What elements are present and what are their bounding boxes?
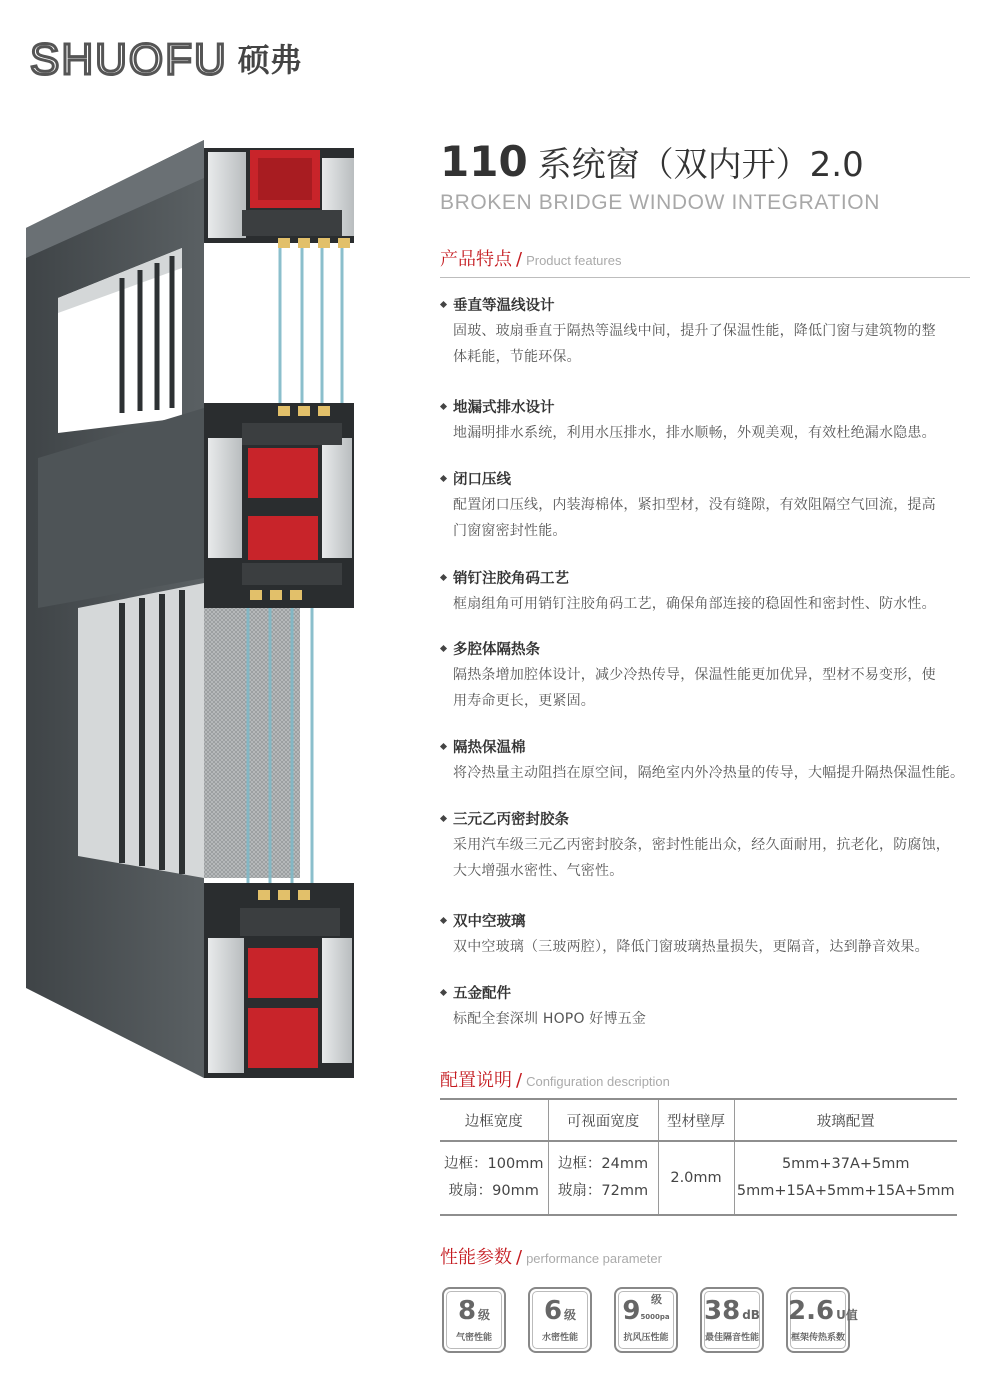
bullet-icon — [440, 814, 447, 821]
section-title-en: Configuration description — [526, 1074, 670, 1089]
config-cell-visible-width — [548, 1141, 658, 1215]
feature-item — [440, 566, 980, 617]
section-title-cn: 产品特点 — [440, 249, 512, 270]
badge-unit: 级 — [478, 1308, 491, 1322]
config-cell-wall-thickness: 2.0mm — [658, 1141, 734, 1215]
feature-title: 地漏式排水设计 — [453, 399, 555, 416]
feature-title: 隔热保温棉 — [453, 739, 526, 756]
brand-name-en: SHUOFU — [30, 35, 228, 84]
config-header-cell: 边框宽度 — [464, 1113, 523, 1130]
section-slash: / — [516, 1247, 523, 1268]
badge-value: 2.6 — [788, 1296, 835, 1326]
performance-badges — [442, 1287, 872, 1353]
badge-label: 框架传热系数 — [790, 1333, 845, 1343]
config-header-cell: 型材壁厚 — [658, 1099, 734, 1141]
feature-desc-line: 门窗窗密封性能。 — [453, 523, 567, 539]
badge-value: 9 — [622, 1296, 641, 1326]
feature-item — [440, 981, 980, 1032]
feature-title: 垂直等温线设计 — [453, 297, 555, 314]
config-header-cell: 可视面宽度 — [548, 1099, 658, 1141]
feature-item — [440, 467, 980, 544]
cell-line: 边框：100mm — [444, 1156, 544, 1172]
feature-title: 销钉注胶角码工艺 — [453, 570, 569, 587]
badge-wind-pressure — [614, 1287, 678, 1353]
bullet-icon — [440, 474, 447, 481]
badge-unit: 级 — [564, 1308, 577, 1322]
product-model-number: 110 — [440, 137, 528, 186]
cell-line: 玻扇：90mm — [448, 1183, 539, 1199]
brand-logo — [30, 35, 302, 84]
feature-desc-line: 体耗能，节能环保。 — [453, 349, 581, 365]
bullet-icon — [440, 402, 447, 409]
cell-line: 玻扇：72mm — [557, 1183, 649, 1199]
window-profile-illustration — [22, 138, 362, 1083]
bullet-icon — [440, 742, 447, 749]
cell-line: 边框：24mm — [557, 1156, 649, 1172]
product-title — [440, 138, 980, 189]
config-cell-frame-width — [440, 1141, 548, 1215]
feature-desc-line: 隔热条增加腔体设计，减少冷热传导，保温性能更加优异，型材不易变形，使 — [453, 667, 936, 683]
section-header-config — [440, 1066, 970, 1092]
section-title-cn: 配置说明 — [440, 1070, 512, 1091]
badge-value: 38 — [704, 1296, 741, 1326]
badge-value: 6 — [543, 1296, 563, 1326]
product-title-text: 系统窗（双内开）2.0 — [537, 145, 864, 185]
badge-unit: U值 — [836, 1308, 858, 1322]
badge-heat-transfer — [786, 1287, 858, 1353]
section-divider — [440, 277, 970, 278]
section-title-en: performance parameter — [526, 1251, 662, 1266]
badge-water-tightness — [528, 1287, 592, 1353]
badge-sound-insulation — [700, 1287, 764, 1353]
feature-desc-line: 大大增强水密性、气密性。 — [453, 863, 624, 879]
feature-title: 五金配件 — [453, 985, 511, 1002]
feature-desc-line: 双中空玻璃（三玻两腔），降低门窗玻璃热量损失，更隔音，达到静音效果。 — [453, 939, 929, 955]
section-slash: / — [516, 249, 523, 270]
feature-desc-line: 配置闭口压线，内装海棉体，紧扣型材，没有缝隙，有效阻隔空气回流，提高 — [453, 497, 936, 513]
config-table-row — [440, 1141, 957, 1215]
feature-title: 双中空玻璃 — [453, 913, 526, 930]
config-cell-glass — [734, 1141, 957, 1215]
section-header-performance — [440, 1243, 970, 1269]
feature-desc-line: 固玻、玻扇垂直于隔热等温线中间，提升了保温性能，降低门窗与建筑物的整 — [453, 323, 936, 339]
feature-desc-line: 将冷热量主动阻挡在原空间，隔绝室内外冷热量的传导，大幅提升隔热保温性能。 — [453, 765, 965, 781]
cell-line: 5mm+37A+5mm — [781, 1156, 910, 1172]
badge-label: 最佳隔音性能 — [704, 1333, 759, 1343]
badge-sub: 5000pa — [640, 1313, 670, 1321]
section-title-cn: 性能参数 — [440, 1247, 512, 1268]
feature-item — [440, 735, 980, 786]
feature-desc-line: 框扇组角可用销钉注胶角码工艺，确保角部连接的稳固性和密封性、防水性。 — [453, 596, 936, 612]
config-table-header-row — [440, 1099, 957, 1141]
bullet-icon — [440, 988, 447, 995]
feature-item — [440, 807, 980, 884]
config-header-cell: 玻璃配置 — [734, 1099, 957, 1141]
section-slash: / — [516, 1070, 523, 1091]
badge-label: 抗风压性能 — [623, 1333, 669, 1343]
feature-desc-line: 采用汽车级三元乙丙密封胶条，密封性能出众，经久面耐用，抗老化，防腐蚀， — [453, 837, 950, 853]
feature-item — [440, 637, 980, 714]
badge-unit: 级 — [651, 1293, 662, 1306]
feature-item — [440, 909, 980, 960]
feature-title: 多腔体隔热条 — [453, 641, 540, 658]
product-title-block — [440, 138, 980, 215]
feature-title: 三元乙丙密封胶条 — [453, 811, 569, 828]
section-header-features — [440, 245, 970, 278]
brand-name-cn: 硕弗 — [237, 41, 302, 79]
badge-air-tightness — [442, 1287, 506, 1353]
badge-label: 气密性能 — [455, 1333, 492, 1343]
cell-line: 5mm+15A+5mm+15A+5mm — [736, 1183, 955, 1199]
feature-item — [440, 293, 980, 370]
bullet-icon — [440, 916, 447, 923]
bullet-icon — [440, 300, 447, 307]
feature-desc-line: 标配全套深圳 HOPO 好博五金 — [453, 1011, 647, 1027]
badge-value: 8 — [457, 1296, 477, 1326]
bullet-icon — [440, 573, 447, 580]
bullet-icon — [440, 644, 447, 651]
section-title-en: Product features — [526, 253, 622, 268]
feature-desc-line: 地漏明排水系统，利用水压排水，排水顺畅，外观美观，有效杜绝漏水隐患。 — [453, 425, 936, 441]
badge-label: 水密性能 — [541, 1333, 578, 1343]
product-subtitle: BROKEN BRIDGE WINDOW INTEGRATION — [440, 191, 880, 214]
feature-item — [440, 395, 980, 446]
feature-desc-line: 用寿命更长，更紧固。 — [453, 693, 595, 709]
config-table — [440, 1098, 957, 1216]
badge-unit: dB — [742, 1308, 760, 1322]
feature-title: 闭口压线 — [453, 471, 511, 488]
